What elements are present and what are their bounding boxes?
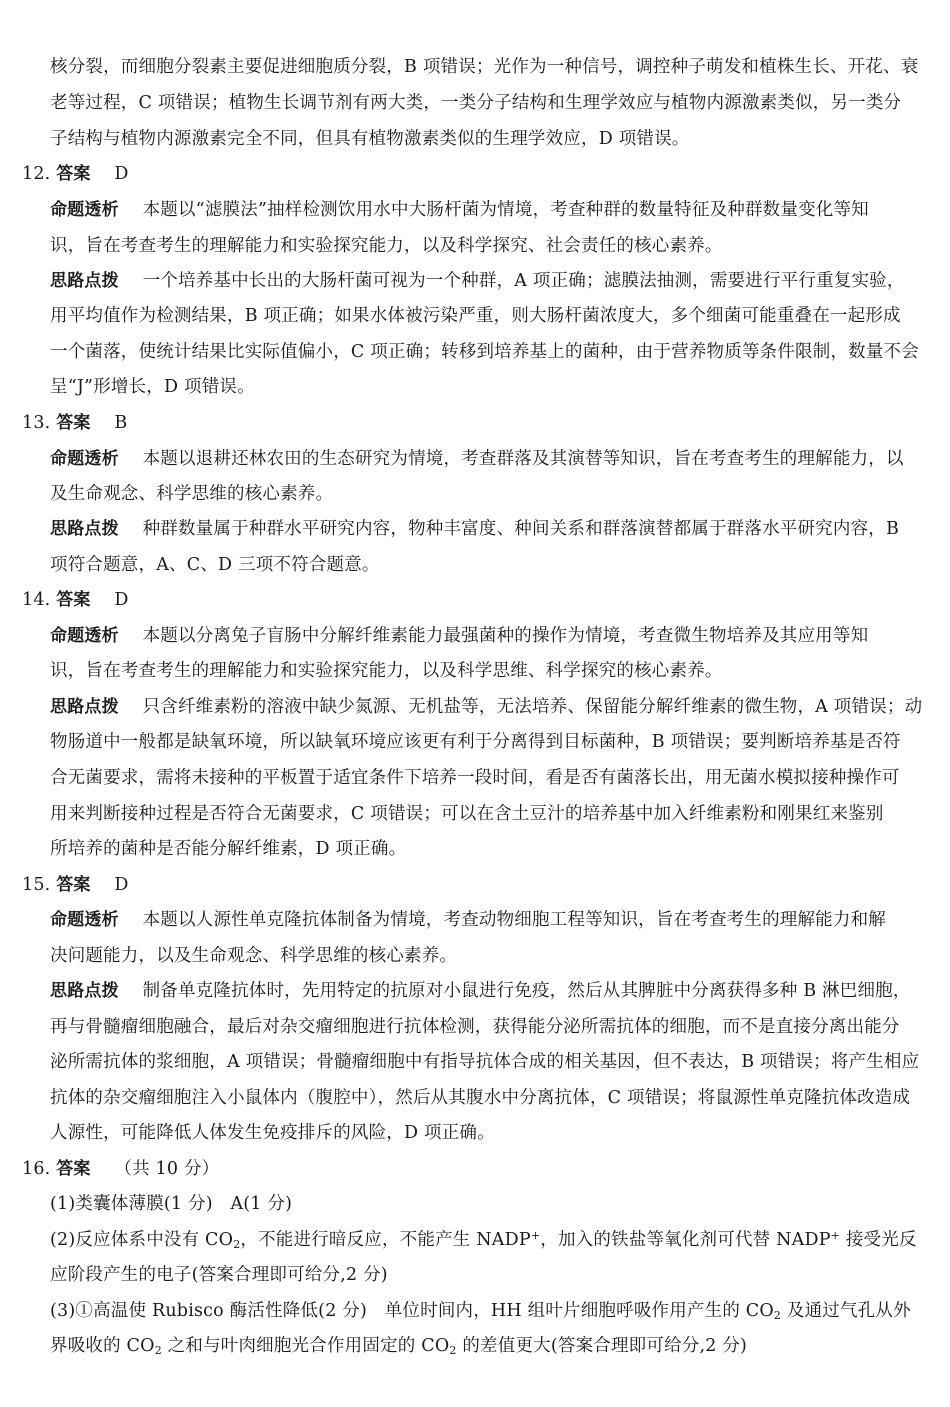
q15-answer: D [114,875,129,895]
q15-intent-text: 本题以人源性单克隆抗体制备为情境，考查动物细胞工程等知识，旨在考查考生的理解能力和解 [142,910,886,930]
text-line: 核分裂，而细胞分裂素主要促进细胞质分裂，B 项错误；光作为一种信号，调控种子萌发和植株生长、开花、衰 [50,57,919,77]
hint-label: 思路点拨 [50,519,119,539]
hint-label: 思路点拨 [50,271,119,291]
text-run: 之和与叶肉细胞光合作用固定的 CO [161,1336,450,1356]
text-run: 接受光反 [840,1230,917,1250]
answer-label: 答案 [56,875,91,895]
q16-score: （共 10 分） [114,1159,220,1179]
text-run: ，不能进行暗反应，不能产生 NADP [240,1230,531,1250]
q14-answer-line [22,582,928,618]
text-line: 一个菌落，使统计结果比实际值偏小，C 项正确；转移到培养基上的菌种，由于营养物质等条件限制，数量不会 [50,342,919,362]
q12-intent-text: 本题以“滤膜法”抽样检测饮用水中大肠杆菌为情境，考查种群的数量特征及种群数量变化等知 [142,200,869,220]
intent-label: 命题透析 [50,449,119,469]
text-run: 界吸收的 CO [50,1336,155,1356]
q16-part3-line1 [50,1293,928,1329]
answer-label: 答案 [56,164,91,184]
q15-answer-line [22,867,928,903]
text-run: 及通过气孔从外 [781,1301,911,1321]
q14-hint-text: 只含纤维素粉的溶液中缺少氮源、无机盐等，无法培养、保留能分解纤维素的微生物，A 项错误；动 [142,697,923,717]
q15-intent-line [50,902,928,938]
subscript: 2 [449,1344,457,1357]
text-line: 合无菌要求，需将未接种的平板置于适宜条件下培养一段时间，看是否有菌落长出，用无菌水模拟接种操作可 [50,768,900,788]
q13-hint-line [50,511,928,547]
superscript: + [830,1229,841,1242]
hint-label: 思路点拨 [50,981,119,1001]
q14-intent-text: 本题以分离兔子盲肠中分解纤维素能力最强菌种的操作为情境，考查微生物培养及其应用等知 [142,626,869,646]
text-line: 识，旨在考查考生的理解能力和实验探究能力，以及科学探究、社会责任的核心素养。 [50,236,723,256]
text-line: 抗体的杂交瘤细胞注入小鼠体内（腹腔中），然后从其腹水中分离抗体，C 项错误；将鼠源性单克隆抗体改造成 [50,1088,911,1108]
q14-answer: D [114,590,129,610]
q16-part3-line2 [50,1328,928,1364]
text-run: (3)①高温使 Rubisco 酶活性降低(2 分) 单位时间内，HH 组叶片细胞呼吸作用产生的 CO [50,1301,774,1321]
text-line: 及生命观念、科学思维的核心素养。 [50,484,334,504]
q13-intent-line [50,441,928,477]
text-line: 用平均值作为检测结果，B 项正确；如果水体被污染严重，则大肠杆菌浓度大，多个细菌可能重叠在一起形成 [50,306,901,326]
text-line: 项符合题意，A、C、D 三项不符合题意。 [50,555,380,575]
text-line: 呈“J”形增长，D 项错误。 [50,377,255,397]
text-line: 所培养的菌种是否能分解纤维素，D 项正确。 [50,839,407,859]
answer-label: 答案 [56,590,91,610]
q14-hint-line [50,689,928,725]
q12-answer-line [22,156,928,192]
hint-label: 思路点拨 [50,697,119,717]
text-line: 物肠道中一般都是缺氧环境，所以缺氧环境应该更有利于分离得到目标菌种，B 项错误；要判断培养基是否符 [50,732,901,752]
text-run: 的差值更大(答案合理即可给分,2 分) [456,1336,748,1356]
text-line: 子结构与植物内源激素完全不同，但具有植物激素类似的生理学效应，D 项错误。 [50,129,690,149]
q16-part2-line1 [50,1222,928,1258]
q13-answer-line [22,405,928,441]
q12-intent-line [50,192,928,228]
text-line: 泌所需抗体的浆细胞，A 项错误；骨髓瘤细胞中有指导抗体合成的相关基因，但不表达，B 项错误；将产生相应 [50,1052,920,1072]
subscript: 2 [154,1344,162,1357]
subscript: 2 [773,1309,782,1322]
q15-number: 15. [22,875,51,895]
q14-number: 14. [22,590,51,610]
intent-label: 命题透析 [50,626,119,646]
subscript: 2 [233,1238,241,1251]
q16-part1: (1)类囊体薄膜(1 分) A(1 分) [50,1194,293,1214]
q16-number: 16. [22,1159,51,1179]
q12-number: 12. [22,164,51,184]
q16-answer-line [22,1151,928,1187]
q14-intent-line [50,618,928,654]
q13-answer: B [114,413,128,433]
intent-label: 命题透析 [50,200,119,220]
text-line: 决问题能力，以及生命观念、科学思维的核心素养。 [50,946,458,966]
q13-intent-text: 本题以退耕还林农田的生态研究为情境，考查群落及其演替等知识，旨在考查考生的理解能力，以 [142,449,904,469]
q16-part2-line2: 应阶段产生的电子(答案合理即可给分,2 分) [50,1265,388,1285]
text-line: 用来判断接种过程是否符合无菌要求，C 项错误；可以在含土豆汁的培养基中加入纤维素粉和刚果红来鉴别 [50,804,884,824]
text-line: 识，旨在考查考生的理解能力和实验探究能力，以及科学思维、科学探究的核心素养。 [50,661,723,681]
answer-label: 答案 [56,1159,91,1179]
q12-hint-line [50,263,928,299]
superscript: + [530,1229,541,1242]
intent-label: 命题透析 [50,910,119,930]
text-line: 人源性，可能降低人体发生免疫排斥的风险，D 项正确。 [50,1123,495,1143]
text-line: 老等过程，C 项错误；植物生长调节剂有两大类，一类分子结构和生理学效应与植物内源激素类似，另一类分 [50,93,902,113]
text-run: ，加入的铁盐等氧化剂可代替 NADP [540,1230,831,1250]
q12-hint-text: 一个培养基中长出的大肠杆菌可视为一个种群，A 项正确；滤膜法抽测，需要进行平行重复实验， [142,271,905,291]
answer-label: 答案 [56,413,91,433]
q15-hint-line [50,973,928,1009]
q13-hint-text: 种群数量属于种群水平研究内容，物种丰富度、种间关系和群落演替都属于群落水平研究内容，B [142,519,900,539]
q12-answer: D [114,164,129,184]
text-line: 再与骨髓瘤细胞融合，最后对杂交瘤细胞进行抗体检测，获得能分泌所需抗体的细胞，而不是直接分离出能分 [50,1017,900,1037]
text-run: (2)反应体系中没有 CO [50,1230,234,1250]
q15-hint-text: 制备单克隆抗体时，先用特定的抗原对小鼠进行免疫，然后从其脾脏中分离获得多种 B 淋巴细胞， [142,981,911,1001]
q13-number: 13. [22,413,51,433]
